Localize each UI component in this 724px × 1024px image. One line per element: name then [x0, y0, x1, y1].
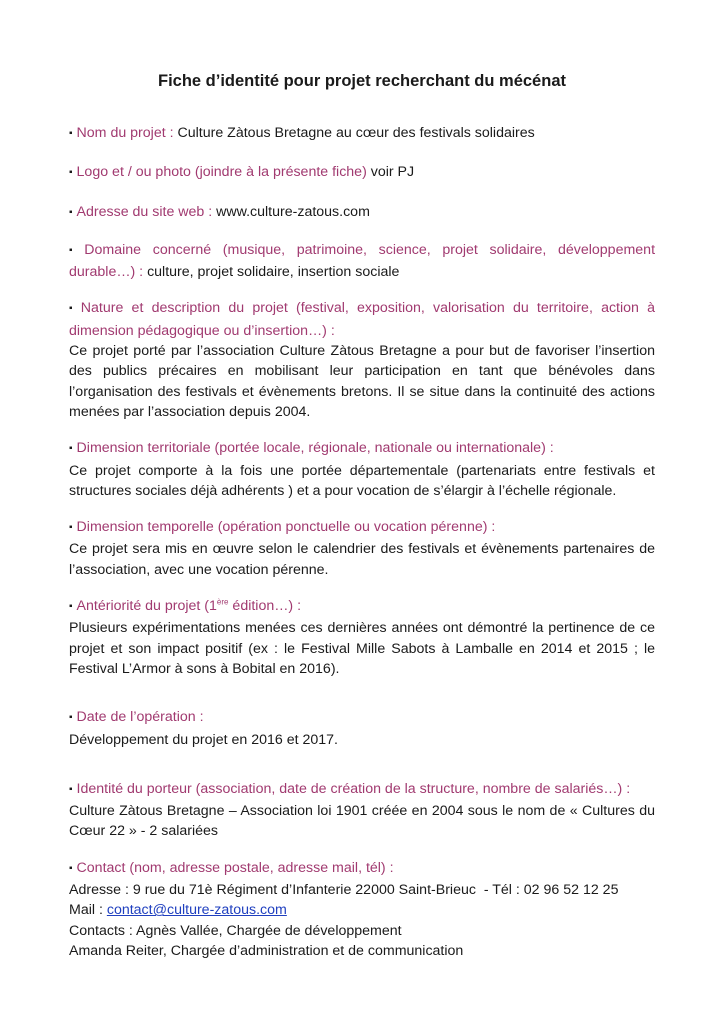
- contact-contacts: Contacts : Agnès Vallée, Chargée de développement: [69, 922, 402, 939]
- bullet-icon: ▪: [69, 522, 73, 534]
- section-logo: [69, 162, 655, 184]
- bullet-icon: ▪: [69, 601, 73, 613]
- label-date: Date de l’opération :: [76, 709, 204, 726]
- value-nom: Culture Zàtous Bretagne au cœur des festivals solidaires: [177, 125, 535, 141]
- value-territoriale: Ce projet comporte à la fois une portée départementale (partenariats entre festivals et structures sociales déjà adhérents ) et a pour vocation de s’élargir à l’échelle régionale.: [69, 462, 655, 499]
- label-porteur: Identité du porteur (association, date de création de la structure, nombre de salariés…) :: [76, 780, 631, 797]
- bullet-icon: ▪: [69, 712, 73, 724]
- bullet-icon: ▪: [69, 783, 73, 795]
- section-porteur: [69, 779, 655, 842]
- section-nature: [69, 298, 655, 422]
- section-contact: [69, 858, 655, 961]
- label-temporelle: Dimension temporelle (opération ponctuelle ou vocation pérenne) :: [76, 519, 496, 536]
- section-nom: [69, 123, 655, 145]
- bullet-icon: ▪: [69, 167, 73, 179]
- contact-second: Amanda Reiter, Chargée d’administration et de communication: [69, 942, 464, 959]
- label-contact: Contact (nom, adresse postale, adresse mail, tél) :: [76, 859, 394, 876]
- label-nature: Nature et description du projet (festival, exposition, valorisation du territoire, action à dimension pédagogique ou d’insertion…) :: [69, 300, 656, 339]
- value-domaine: culture, projet solidaire, insertion sociale: [147, 264, 400, 281]
- section-territoriale: [69, 438, 655, 501]
- mail-link[interactable]: contact@culture-zatous.com: [106, 902, 287, 919]
- bullet-icon: ▪: [69, 244, 81, 256]
- label-logo: Logo et / ou photo (joindre à la présente fiche): [76, 164, 367, 181]
- value-date: Développement du projet en 2016 et 2017.: [69, 731, 338, 748]
- document-body: [69, 123, 655, 961]
- contact-adresse: Adresse : 9 rue du 71è Régiment d’Infanterie 22000 Saint-Brieuc - Tél : 02 96 52 12 25: [69, 882, 619, 899]
- label-site: Adresse du site web :: [76, 203, 213, 220]
- value-porteur: Culture Zàtous Bretagne – Association loi 1901 créée en 2004 sous le nom de « Cultures du Cœur 22 » - 2 salariées: [69, 803, 655, 840]
- bullet-icon: ▪: [69, 206, 73, 218]
- label-territoriale: Dimension territoriale (portée locale, régionale, nationale ou internationale) :: [76, 440, 554, 457]
- bullet-icon: ▪: [69, 303, 77, 315]
- value-anteriorite: Plusieurs expérimentations menées ces dernières années ont démontré la pertinence de ce projet et son impact positif (ex : le Festival Mille Sabots à Lamballe en 2014 et 2015 ; le Festival L’Armor à sons à Bobital en 2016).: [69, 620, 655, 677]
- bullet-icon: ▪: [69, 862, 73, 874]
- section-anteriorite: [69, 596, 655, 679]
- contact-mail-line: Mail : contact@culture-zatous.com: [69, 902, 287, 919]
- section-site: [69, 202, 655, 224]
- label-nom: Nom du projet :: [76, 125, 174, 141]
- value-nature: Ce projet porté par l’association Culture Zàtous Bretagne a pour but de favoriser l’insertion des publics précaires en mobilisant leur participation en tant que bénévoles dans l’organisation des festivals et évènements bretons. Il se situe dans la continuité des actions menées par l’association depuis 2004.: [69, 343, 655, 420]
- page-title: Fiche d’identité pour projet recherchant du mécénat: [158, 72, 566, 90]
- label-anteriorite: Antériorité du projet (1ère édition…) :: [76, 597, 302, 615]
- label-domaine: Domaine concerné (musique, patrimoine, science, projet solidaire, développement durable…) :: [69, 241, 656, 281]
- bullet-icon: ▪: [69, 443, 73, 455]
- section-temporelle: [69, 517, 655, 580]
- value-temporelle: Ce projet sera mis en œuvre selon le calendrier des festivals et évènements partenaires de l’association, avec une vocation pérenne.: [69, 541, 655, 578]
- value-logo: voir PJ: [370, 164, 415, 181]
- section-domaine: [69, 240, 655, 283]
- bullet-icon: ▪: [69, 128, 73, 139]
- value-site: www.culture-zatous.com: [216, 203, 370, 220]
- section-date: [69, 707, 655, 750]
